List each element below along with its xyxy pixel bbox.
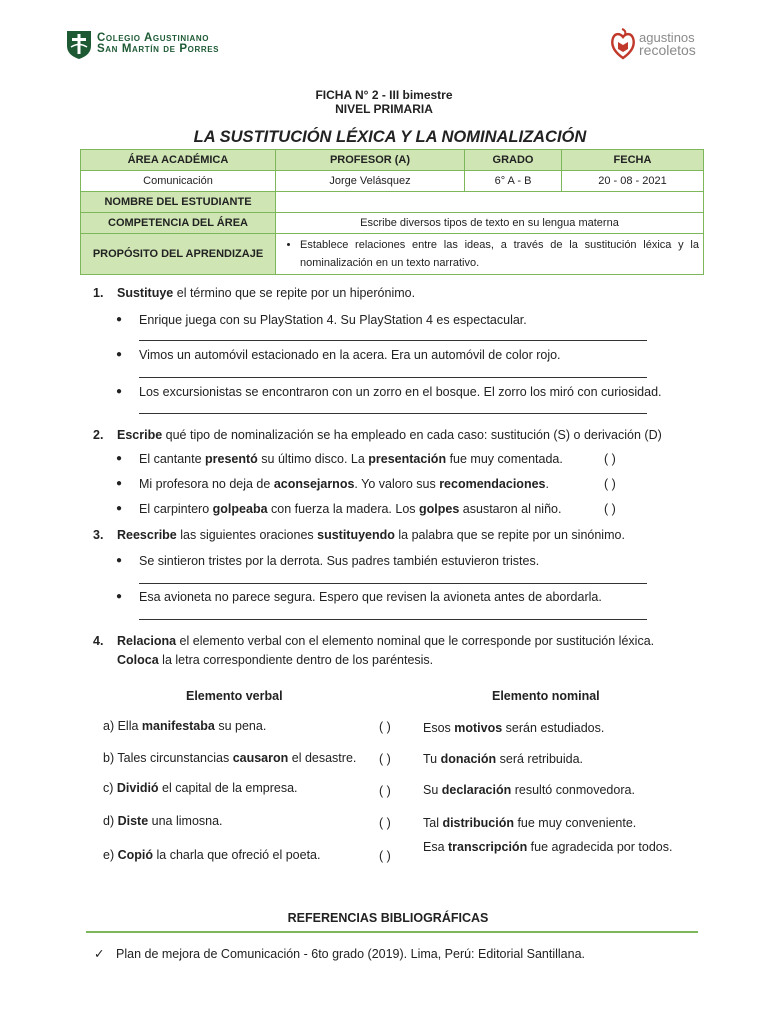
answer-parentheses[interactable]: ( ) [379, 816, 391, 830]
info-table [80, 149, 704, 275]
question-text: el término que se repite por un hiperónimo. [173, 286, 416, 300]
answer-line[interactable] [139, 377, 647, 378]
item-text: Se sintieron tristes por la derrota. Sus padres también estuvieron tristes. [139, 554, 540, 568]
nominal-item [423, 814, 636, 833]
table-row [81, 234, 704, 275]
bullet-icon: ● [116, 386, 123, 397]
answer-parentheses[interactable]: ( ) [604, 452, 616, 466]
bullet-icon: ● [116, 314, 123, 325]
header-grado: GRADO [465, 150, 562, 171]
proposito-list [280, 236, 699, 272]
text-part: fue agradecida por todos. [527, 840, 673, 854]
question-1 [93, 284, 705, 303]
nominal-item [423, 719, 604, 738]
nominal-item [423, 838, 699, 857]
text-part: serán estudiados. [502, 721, 605, 735]
bold-noun: recomendaciones [439, 477, 546, 491]
header-proposito: PROPÓSITO DEL APRENDIZAJE [81, 234, 276, 275]
text-part: Su [423, 783, 442, 797]
question-verb: Escribe [117, 428, 163, 442]
bold-noun: donación [440, 752, 497, 766]
text-part: Tal [423, 816, 443, 830]
bullet-icon: ● [116, 591, 123, 602]
bold-verb: aconsejarnos [273, 477, 355, 491]
bold-verb: Dividió [116, 781, 159, 795]
nominal-item [423, 750, 583, 769]
nominal-item [423, 781, 635, 800]
cell-grado: 6° A - B [465, 171, 562, 192]
references-title: REFERENCIAS BIBLIOGRÁFICAS [287, 911, 489, 925]
text-part: la charla que ofreció el poeta. [153, 848, 321, 862]
text-part: el capital de la empresa. [158, 781, 298, 795]
text-part: . Yo valoro sus [354, 477, 440, 491]
text-part: b) Tales circunstancias [103, 751, 233, 765]
verbal-item-e [103, 846, 320, 865]
question-verb-2: sustituyendo [317, 528, 395, 542]
bold-noun: distribución [442, 816, 514, 830]
question-verb: Sustituye [117, 286, 174, 300]
answer-line[interactable] [139, 413, 647, 414]
cell-area: Comunicación [81, 171, 276, 192]
bullet-icon: ● [116, 349, 123, 360]
recoletos-line2: recoletos [639, 42, 696, 58]
bold-noun: declaración [441, 783, 512, 797]
text-part: asustaron al niño. [459, 502, 562, 516]
bullet-icon: ● [116, 478, 123, 489]
text-part: Tu [423, 752, 441, 766]
table-row [81, 171, 704, 192]
check-icon: ✓ [94, 947, 105, 961]
ficha-heading [0, 88, 768, 116]
text-part: . [545, 477, 549, 491]
header-area: ÁREA ACADÉMICA [81, 150, 276, 171]
bullet-icon: ● [116, 453, 123, 464]
text-part: El cantante [139, 452, 206, 466]
page-title: LA SUSTITUCIÓN LÉXICA Y LA NOMINALIZACIÓN [193, 128, 587, 146]
recoletos-line1: agustinos [639, 30, 695, 45]
question-text-2: la letra correspondiente dentro de los paréntesis. [158, 653, 434, 667]
text-part: d) [103, 814, 118, 828]
ficha-number: FICHA N° 2 - III bimestre [315, 88, 453, 102]
school-name-line1: Colegio Agustiniano [97, 32, 210, 44]
text-part: una limosna. [148, 814, 223, 828]
text-part: e) [103, 848, 118, 862]
item-text: Vimos un automóvil estacionado en la acera. Era un automóvil de color rojo. [139, 348, 561, 362]
text-part: su último disco. La [257, 452, 369, 466]
proposito-item: • Establece relaciones entre las ideas, a través de la sustitución léxica y la nominalización en un texto narrativo. [300, 236, 699, 272]
verbal-item-d [103, 812, 223, 831]
bold-verb: causaron [232, 751, 289, 765]
text-part: será retribuida. [496, 752, 584, 766]
text-part: con fuerza la madera. Los [267, 502, 420, 516]
bullet-icon: ● [116, 503, 123, 514]
text-part: resultó conmovedora. [511, 783, 635, 797]
shield-icon [66, 28, 92, 60]
question-text-2: la palabra que se repite por un sinónimo. [394, 528, 625, 542]
bold-verb: presentó [205, 452, 258, 466]
verbal-item-c [103, 779, 298, 798]
question-verb-2: Coloca [117, 653, 159, 667]
question-text: el elemento verbal con el elemento nominal que le corresponde por sustitución léxica. [176, 634, 655, 648]
header-fecha: FECHA [562, 150, 704, 171]
heart-book-icon [610, 27, 636, 61]
bold-noun: motivos [454, 721, 503, 735]
item-text: Enrique juega con su PlayStation 4. Su PlayStation 4 es espectacular. [139, 313, 527, 327]
text-part: fue muy conveniente. [513, 816, 637, 830]
column-header-verbal: Elemento verbal [186, 689, 283, 703]
school-logo [66, 28, 219, 60]
reference-item [94, 946, 585, 961]
school-name [97, 33, 219, 55]
page-header [0, 0, 768, 80]
text-part: El carpintero [139, 502, 213, 516]
item-text: Esa avioneta no parece segura. Espero que revisen la avioneta antes de abordarla. [139, 590, 602, 604]
text-part: a) Ella [103, 719, 142, 733]
answer-line[interactable] [139, 583, 647, 584]
recoletos-text [639, 32, 696, 56]
bold-verb: golpeaba [212, 502, 268, 516]
bold-noun: transcripción [448, 840, 528, 854]
bold-noun: golpes [419, 502, 460, 516]
answer-parentheses[interactable]: ( ) [379, 784, 391, 798]
answer-parentheses[interactable]: ( ) [379, 720, 391, 734]
text-part: fue muy comentada. [446, 452, 563, 466]
question-verb: Relaciona [117, 634, 177, 648]
answer-line[interactable] [139, 619, 647, 620]
question-text: qué tipo de nominalización se ha empleado en cada caso: sustitución (S) o derivación (D) [162, 428, 662, 442]
school-name-line2: San Martín de Porres [97, 43, 220, 55]
references-divider [86, 931, 698, 933]
bullet-icon: ● [116, 555, 123, 566]
bold-noun: presentación [368, 452, 447, 466]
question-text: las siguientes oraciones [176, 528, 318, 542]
cell-fecha: 20 - 08 - 2021 [562, 171, 704, 192]
student-name-field[interactable] [276, 192, 704, 213]
table-row [81, 213, 704, 234]
table-row [81, 150, 704, 171]
column-header-nominal: Elemento nominal [492, 689, 600, 703]
text-part: Mi profesora no deja de [139, 477, 274, 491]
header-nombre: NOMBRE DEL ESTUDIANTE [81, 192, 276, 213]
question-3 [93, 526, 705, 545]
header-competencia: COMPETENCIA DEL ÁREA [81, 213, 276, 234]
bold-verb: Copió [117, 848, 154, 862]
bold-verb: Diste [117, 814, 149, 828]
question-number: 3. [93, 528, 104, 542]
verbal-item-a [103, 717, 266, 736]
cell-competencia: Escribe diversos tipos de texto en su lengua materna [276, 213, 704, 234]
text-part: su pena. [214, 719, 267, 733]
answer-parentheses[interactable]: ( ) [604, 477, 616, 491]
question-number: 4. [93, 634, 104, 648]
text-part: Esos [423, 721, 455, 735]
question-4 [93, 632, 705, 670]
text-part: Esa [423, 840, 449, 854]
text-part: c) [103, 781, 117, 795]
answer-parentheses[interactable]: ( ) [379, 849, 391, 863]
header-profesor: PROFESOR (A) [276, 150, 465, 171]
text-part: el desastre. [288, 751, 357, 765]
nivel-label: NIVEL PRIMARIA [335, 102, 433, 116]
answer-line[interactable] [139, 340, 647, 341]
reference-text: Plan de mejora de Comunicación - 6to grado (2019). Lima, Perú: Editorial Santillana. [116, 947, 586, 961]
cell-proposito [276, 234, 704, 275]
answer-parentheses[interactable]: ( ) [379, 752, 391, 766]
table-row [81, 192, 704, 213]
bold-verb: manifestaba [141, 719, 215, 733]
question-verb: Reescribe [117, 528, 177, 542]
question-number: 1. [93, 286, 104, 300]
cell-profesor: Jorge Velásquez [276, 171, 465, 192]
question-2 [93, 426, 705, 445]
recoletos-logo [610, 27, 696, 61]
verbal-item-b [103, 749, 356, 768]
answer-parentheses[interactable]: ( ) [604, 502, 616, 516]
question-number: 2. [93, 428, 104, 442]
item-text: Los excursionistas se encontraron con un zorro en el bosque. El zorro los miró con curiosidad. [139, 385, 662, 399]
